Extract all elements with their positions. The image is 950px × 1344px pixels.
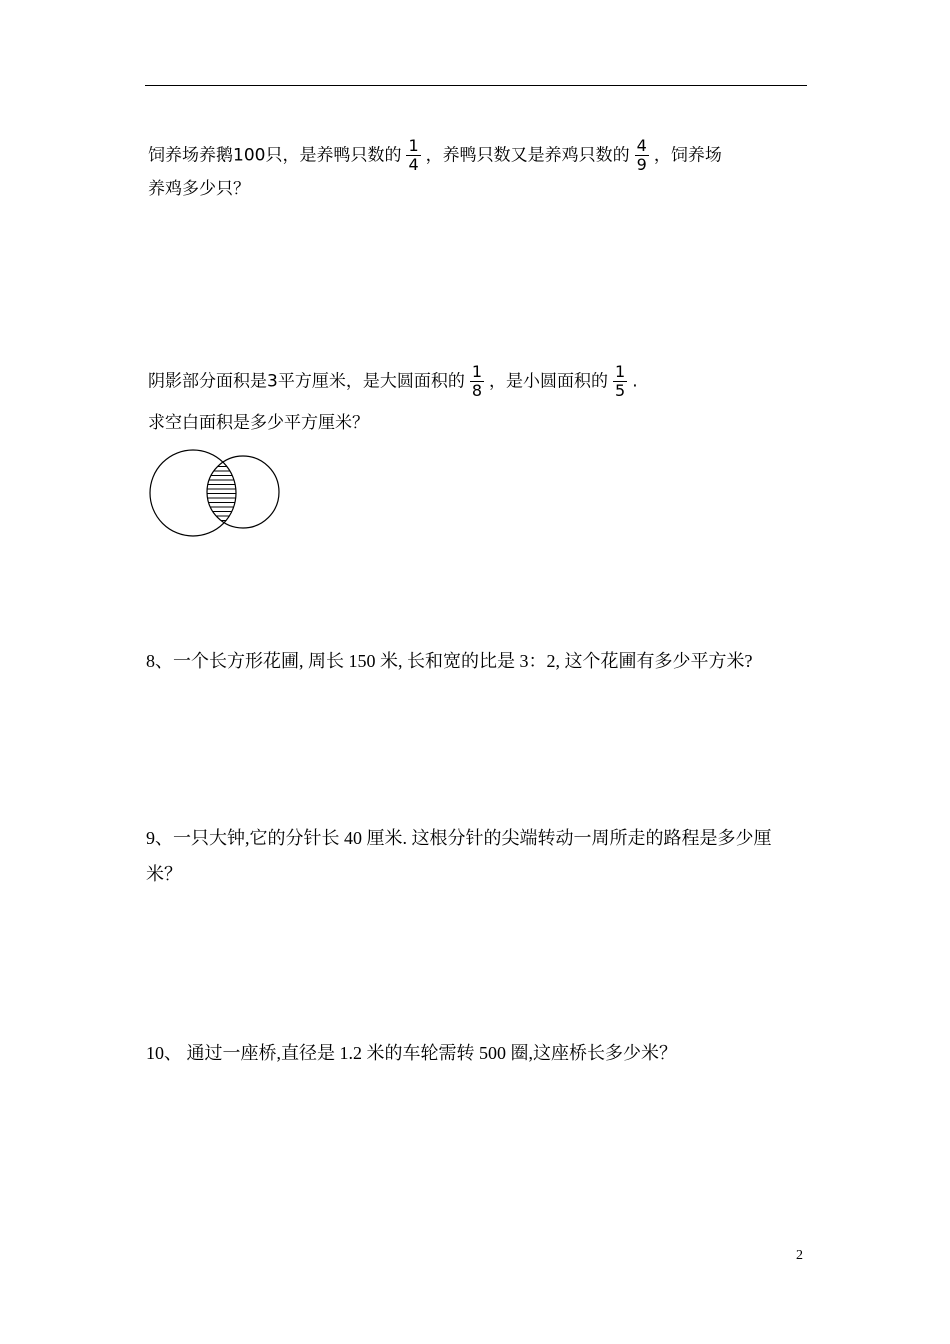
question-9-line2: 米？ <box>146 864 182 884</box>
fraction-four-ninths: $\frac{4}{9}$ <box>636 136 647 174</box>
question-shadow-text-c: . <box>632 371 638 392</box>
question-shadow-line2: 求空白面积是多少平方厘米？ <box>148 413 369 433</box>
question-geese-text-c: ，饲养场 <box>653 145 722 166</box>
header-rule <box>145 85 807 86</box>
question-10: 10、 通过一座桥,直径是 1.2 米的车轮需转 500 圈,这座桥长多少米？ <box>146 1043 677 1063</box>
fraction-one-fifth: $\frac{1}{5}$ <box>615 362 626 400</box>
question-9-line1: 9、一只大钟,它的分针长 40 厘米. 这根分针的尖端转动一周所走的路程是多少厘 <box>146 828 772 848</box>
question-geese-line1 <box>148 137 722 174</box>
fraction-one-quarter: $\frac{1}{4}$ <box>408 136 419 174</box>
question-geese-text-a: 饲养场养鹅100只，是养鸭只数的 <box>148 145 402 166</box>
question-shadow-text-b: ，是小圆面积的 <box>489 371 609 392</box>
page-number: 2 <box>796 1248 803 1263</box>
question-shadow-text-a: 阴影部分面积是3平方厘米，是大圆面积的 <box>148 371 465 392</box>
question-8: 8、一个长方形花圃, 周长 150 米, 长和宽的比是 3：2, 这个花圃有多少平方米? <box>146 651 753 671</box>
question-shadow-line1 <box>148 363 638 400</box>
overlapping-circles-figure <box>140 442 290 542</box>
question-geese-line2: 养鸡多少只？ <box>148 179 250 199</box>
fraction-one-eighth: $\frac{1}{8}$ <box>471 362 483 400</box>
question-geese-text-b: ，养鸭只数又是养鸡只数的 <box>425 145 630 166</box>
